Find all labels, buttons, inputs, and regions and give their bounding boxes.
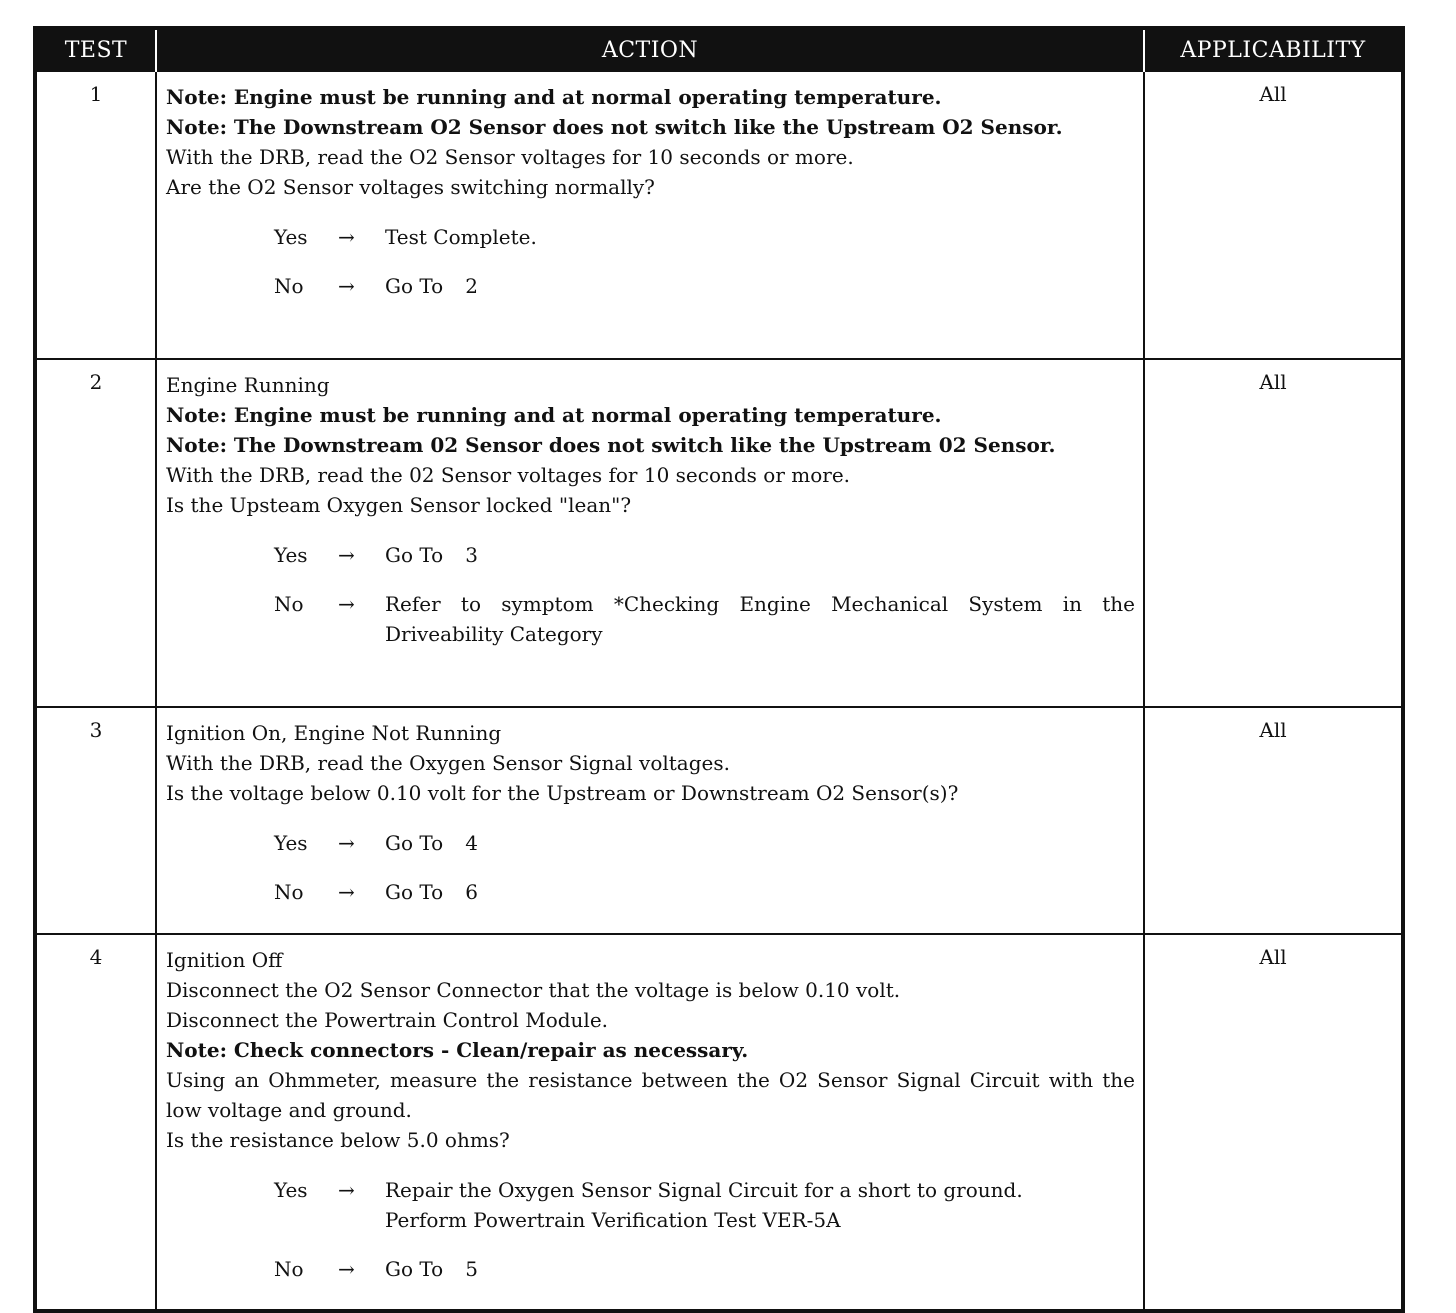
table-header-row bbox=[35, 28, 1403, 71]
answer-result-line: Repair the Oxygen Sensor Signal Circuit for a short to ground. bbox=[385, 1178, 1023, 1202]
note-line: Note: Engine must be running and at normal operating temperature. bbox=[166, 403, 942, 427]
answer-option-no bbox=[166, 589, 1135, 649]
applicability-value: All bbox=[1144, 71, 1403, 359]
answer-result: Refer to symptom *Checking Engine Mechanical System in the Driveability Category bbox=[385, 592, 1135, 646]
goto-label: Go To bbox=[385, 1257, 444, 1281]
goto-instruction bbox=[385, 1254, 1135, 1284]
goto-label: Go To bbox=[385, 543, 444, 567]
goto-instruction bbox=[385, 828, 1135, 858]
arrow-icon: → bbox=[338, 1178, 355, 1202]
arrow-icon: → bbox=[338, 831, 355, 855]
condition-line: Engine Running bbox=[166, 373, 330, 397]
arrow-icon: → bbox=[338, 225, 355, 249]
header-applicability: APPLICABILITY bbox=[1144, 28, 1403, 71]
answer-label: No bbox=[274, 274, 304, 298]
header-test: TEST bbox=[35, 28, 156, 71]
answer-option-no bbox=[166, 1254, 1135, 1284]
arrow-icon: → bbox=[338, 543, 355, 567]
goto-instruction bbox=[385, 271, 1135, 301]
answer-label: No bbox=[274, 1257, 304, 1281]
answer-option-yes bbox=[166, 540, 1135, 570]
answer-option-no bbox=[166, 271, 1135, 301]
action-cell bbox=[156, 359, 1144, 707]
instruction-line: Disconnect the Powertrain Control Module. bbox=[166, 1008, 609, 1032]
goto-target: 6 bbox=[465, 880, 478, 904]
answer-label: Yes bbox=[274, 1178, 308, 1202]
applicability-value: All bbox=[1144, 934, 1403, 1311]
condition-line: Ignition On, Engine Not Running bbox=[166, 721, 502, 745]
answer-label: No bbox=[274, 592, 304, 616]
answer-result-line: Perform Powertrain Verification Test VER-5A bbox=[385, 1208, 841, 1232]
diagnostic-test-table bbox=[33, 26, 1405, 1313]
answer-option-no bbox=[166, 877, 1135, 907]
goto-label: Go To bbox=[385, 274, 444, 298]
question-line: Is the Upsteam Oxygen Sensor locked "lean"? bbox=[166, 493, 632, 517]
question-line: Is the voltage below 0.10 volt for the Upstream or Downstream O2 Sensor(s)? bbox=[166, 781, 959, 805]
table-row bbox=[35, 934, 1403, 1311]
arrow-icon: → bbox=[338, 880, 355, 904]
test-number: 1 bbox=[35, 71, 156, 359]
table-row bbox=[35, 71, 1403, 359]
answer-options bbox=[166, 540, 1135, 649]
arrow-icon: → bbox=[338, 274, 355, 298]
note-line: Note: Engine must be running and at normal operating temperature. bbox=[166, 85, 942, 109]
instruction-line: With the DRB, read the O2 Sensor voltages for 10 seconds or more. bbox=[166, 145, 854, 169]
instruction-line: Disconnect the O2 Sensor Connector that the voltage is below 0.10 volt. bbox=[166, 978, 901, 1002]
instruction-line: Using an Ohmmeter, measure the resistance between the O2 Sensor Signal Circuit with the low voltage and ground. bbox=[166, 1068, 1135, 1122]
test-number: 2 bbox=[35, 359, 156, 707]
goto-target: 4 bbox=[465, 831, 478, 855]
action-cell bbox=[156, 934, 1144, 1311]
action-cell bbox=[156, 707, 1144, 934]
header-action: ACTION bbox=[156, 28, 1144, 71]
action-cell bbox=[156, 71, 1144, 359]
answer-label: Yes bbox=[274, 831, 308, 855]
answer-options bbox=[166, 1175, 1135, 1284]
goto-label: Go To bbox=[385, 831, 444, 855]
applicability-value: All bbox=[1144, 707, 1403, 934]
answer-option-yes bbox=[166, 222, 1135, 252]
goto-target: 2 bbox=[465, 274, 478, 298]
goto-instruction bbox=[385, 877, 1135, 907]
goto-label: Go To bbox=[385, 880, 444, 904]
test-number: 4 bbox=[35, 934, 156, 1311]
test-number: 3 bbox=[35, 707, 156, 934]
arrow-icon: → bbox=[338, 592, 355, 616]
note-line: Note: The Downstream O2 Sensor does not switch like the Upstream O2 Sensor. bbox=[166, 115, 1063, 139]
arrow-icon: → bbox=[338, 1257, 355, 1281]
note-line: Note: Check connectors - Clean/repair as necessary. bbox=[166, 1038, 749, 1062]
table-row bbox=[35, 359, 1403, 707]
note-line: Note: The Downstream 02 Sensor does not switch like the Upstream 02 Sensor. bbox=[166, 433, 1056, 457]
answer-label: Yes bbox=[274, 543, 308, 567]
answer-label: Yes bbox=[274, 225, 308, 249]
answer-option-yes bbox=[166, 1175, 1135, 1235]
answer-options bbox=[166, 222, 1135, 301]
answer-options bbox=[166, 828, 1135, 907]
table-row bbox=[35, 707, 1403, 934]
question-line: Are the O2 Sensor voltages switching normally? bbox=[166, 175, 655, 199]
applicability-value: All bbox=[1144, 359, 1403, 707]
goto-instruction bbox=[385, 540, 1135, 570]
answer-result: Test Complete. bbox=[385, 225, 537, 249]
answer-option-yes bbox=[166, 828, 1135, 858]
instruction-line: With the DRB, read the Oxygen Sensor Signal voltages. bbox=[166, 751, 730, 775]
answer-label: No bbox=[274, 880, 304, 904]
question-line: Is the resistance below 5.0 ohms? bbox=[166, 1128, 510, 1152]
condition-line: Ignition Off bbox=[166, 948, 283, 972]
goto-target: 5 bbox=[465, 1257, 478, 1281]
goto-target: 3 bbox=[465, 543, 478, 567]
answer-result bbox=[385, 1175, 1135, 1235]
instruction-line: With the DRB, read the 02 Sensor voltages for 10 seconds or more. bbox=[166, 463, 851, 487]
